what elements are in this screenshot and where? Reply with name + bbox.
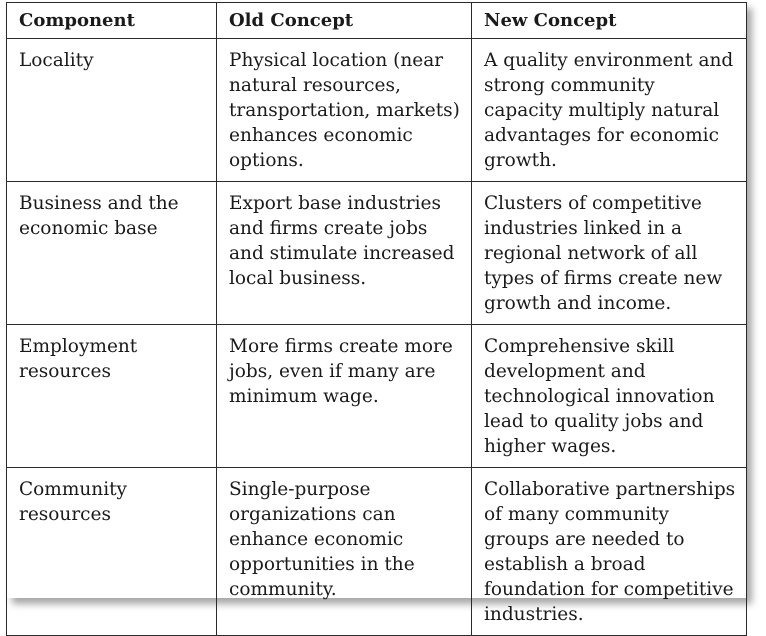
concept-comparison-table-frame	[6, 2, 746, 625]
table-row	[7, 182, 747, 325]
table-row	[7, 325, 747, 468]
cell-component: Community resources	[7, 468, 217, 636]
table-row	[7, 468, 747, 636]
header-old-concept: Old Concept	[217, 3, 472, 39]
cell-old-concept: Export base industries and firms create jobs and stimulate increased local business.	[217, 182, 472, 325]
cell-old-concept: Physical location (near natural resources, transportation, markets) enhances economic options.	[217, 39, 472, 182]
table-row	[7, 39, 747, 182]
header-new-concept: New Concept	[472, 3, 747, 39]
cell-old-concept: More firms create more jobs, even if many are minimum wage.	[217, 325, 472, 468]
cell-component: Business and the economic base	[7, 182, 217, 325]
cell-old-concept: Single-purpose organizations can enhance economic opportunities in the community.	[217, 468, 472, 636]
cell-component: Employment resources	[7, 325, 217, 468]
header-row	[7, 3, 747, 39]
concept-comparison-table	[6, 2, 747, 636]
cell-new-concept: A quality environment and strong community capacity multiply natural advantages for economic growth.	[472, 39, 747, 182]
cell-new-concept: Comprehensive skill development and technological innovation lead to quality jobs and higher wages.	[472, 325, 747, 468]
header-component: Component	[7, 3, 217, 39]
cell-component: Locality	[7, 39, 217, 182]
cell-new-concept: Clusters of competitive industries linked in a regional network of all types of firms create new growth and income.	[472, 182, 747, 325]
cell-new-concept: Collaborative partnerships of many community groups are needed to establish a broad foundation for competitive industries.	[472, 468, 747, 636]
